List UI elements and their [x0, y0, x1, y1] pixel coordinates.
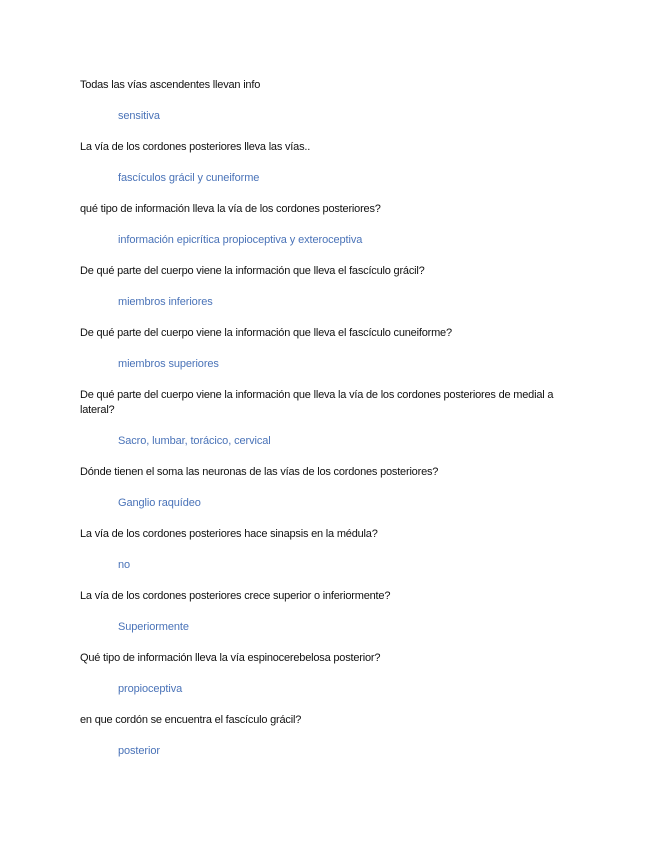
question-text: Dónde tienen el soma las neuronas de las vías de los cordones posteriores? — [80, 466, 439, 478]
question-text: Qué tipo de información lleva la vía espinocerebelosa posterior? — [80, 652, 381, 664]
answer-text: posterior — [118, 745, 160, 757]
answer-text: Sacro, lumbar, torácico, cervical — [118, 435, 271, 447]
question-text: en que cordón se encuentra el fascículo grácil? — [80, 714, 302, 726]
qa-item — [80, 651, 580, 697]
question-text: De qué parte del cuerpo viene la información que lleva la vía de los cordones posteriores de medial a lateral? — [80, 389, 554, 416]
qa-item — [80, 202, 580, 248]
qa-item — [80, 388, 580, 449]
qa-item — [80, 326, 580, 372]
answer-text: no — [118, 559, 131, 571]
answer-text: miembros inferiores — [118, 296, 213, 308]
answer-text: fascículos grácil y cuneiforme — [118, 172, 260, 184]
question-text: La vía de los cordones posteriores lleva las vías.. — [80, 141, 311, 153]
question-text: qué tipo de información lleva la vía de los cordones posteriores? — [80, 203, 381, 215]
answer-text: sensitiva — [118, 110, 160, 122]
answer-text: miembros superiores — [118, 358, 219, 370]
qa-list — [80, 78, 580, 775]
answer-text: Superiormente — [118, 621, 189, 633]
question-text: De qué parte del cuerpo viene la información que lleva el fascículo cuneiforme? — [80, 327, 452, 339]
qa-item — [80, 589, 580, 635]
question-text: De qué parte del cuerpo viene la información que lleva el fascículo grácil? — [80, 265, 425, 277]
qa-item — [80, 140, 580, 186]
question-text: La vía de los cordones posteriores hace sinapsis en la médula? — [80, 528, 378, 540]
question-text: La vía de los cordones posteriores crece superior o inferiormente? — [80, 590, 391, 602]
answer-text: Ganglio raquídeo — [118, 497, 201, 509]
question-text: Todas las vías ascendentes llevan info — [80, 79, 261, 91]
qa-item — [80, 264, 580, 310]
qa-item — [80, 465, 580, 511]
answer-text: propioceptiva — [118, 683, 183, 695]
answer-text: información epicrítica propioceptiva y exteroceptiva — [118, 234, 363, 246]
qa-item — [80, 527, 580, 573]
qa-item — [80, 713, 580, 759]
qa-item — [80, 78, 580, 124]
